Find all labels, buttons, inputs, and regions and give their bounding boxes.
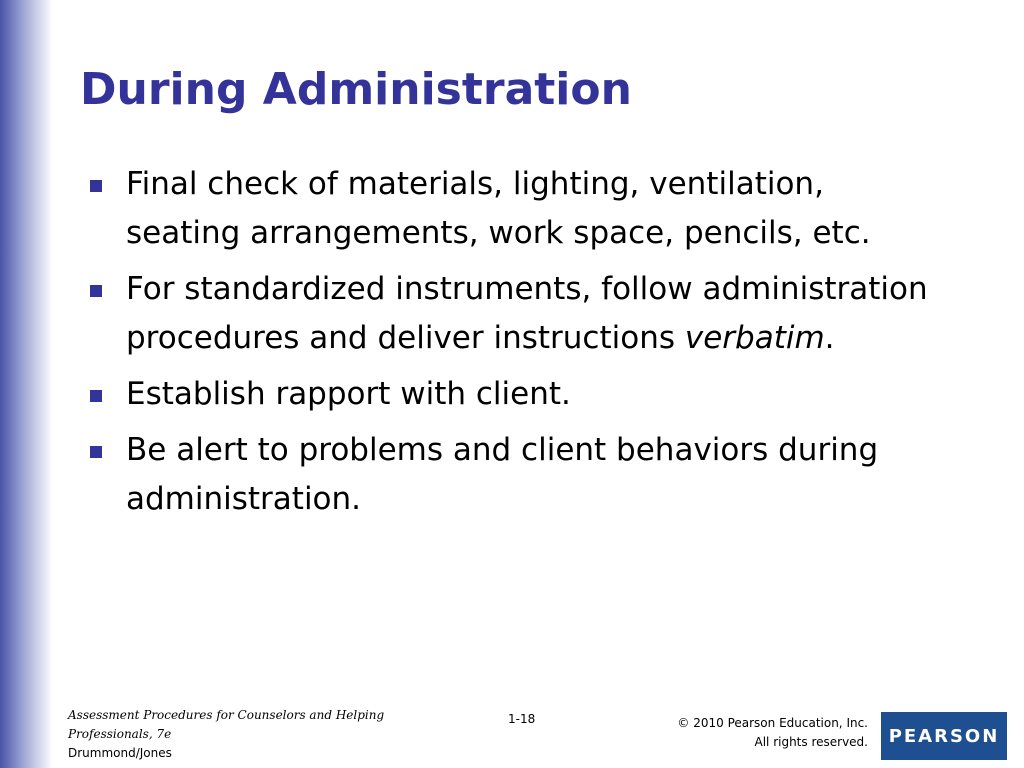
book-title-line2: Professionals, 7e [68, 727, 172, 741]
bullet-emphasis: verbatim [684, 320, 825, 356]
bullet-item-rapport [88, 370, 928, 419]
square-bullet-icon [90, 285, 102, 297]
left-decorative-stripe [0, 0, 52, 768]
slide-number: 1-18 [508, 712, 536, 726]
footer-book-info [68, 706, 384, 763]
bullet-text-end: . [824, 320, 835, 356]
bullet-item-be-alert [88, 426, 928, 524]
square-bullet-icon [90, 390, 102, 402]
copyright-line1: © 2010 Pearson Education, Inc. [677, 716, 868, 730]
square-bullet-icon [90, 446, 102, 458]
bullet-list [88, 160, 928, 531]
bullet-text: For standardized instruments, follow administration procedures and deliver instructions [126, 271, 928, 356]
logo-text: PEARSON [888, 725, 1000, 747]
book-title-line1: Assessment Procedures for Counselors and Helping [68, 708, 385, 722]
bullet-text: Establish rapport with client. [126, 376, 571, 412]
bullet-text: Final check of materials, lighting, ventilation, seating arrangements, work space, pencils, etc. [126, 166, 871, 251]
pearson-logo [881, 712, 1007, 760]
slide-title: During Administration [80, 64, 632, 115]
bullet-text: Be alert to problems and client behaviors during administration. [126, 432, 879, 517]
square-bullet-icon [90, 180, 102, 192]
bullet-item-standardized-instruments [88, 265, 928, 363]
bullet-item-materials-check [88, 160, 928, 258]
copyright-line2: All rights reserved. [754, 735, 868, 749]
book-authors: Drummond/Jones [68, 746, 172, 760]
copyright-notice [677, 714, 868, 752]
